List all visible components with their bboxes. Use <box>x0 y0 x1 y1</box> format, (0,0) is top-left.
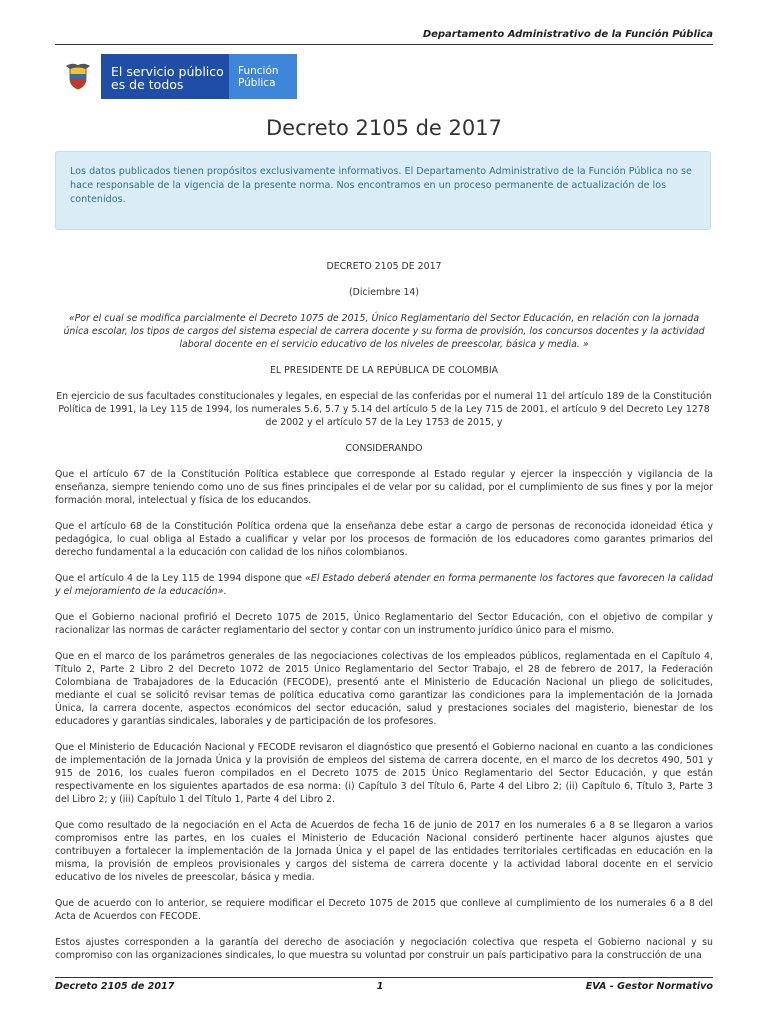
footer-system-name: EVA - Gestor Normativo <box>585 981 713 992</box>
paragraph: Que de acuerdo con lo anterior, se requiere modificar el Decreto 1075 de 2015 que conlleve al cumplimiento de los numerales 6 a 8 del Acta de Acuerdos con FECODE. <box>55 898 713 922</box>
paragraph: Que el Ministerio de Educación Nacional y FECODE revisaron el diagnóstico que presentó el Gobierno nacional en cuanto a las condiciones de implementación de la Jornada Única y la provisión de empleos del sistema de carrera docente, en el marco de los decretos 490, 501 y 915 de 2016, los cuales fueron compilados en el Decreto 1075 de 2015 Único Reglamentario del Sector Educación, y que están respectivamente en los siguientes apartados de esa norma: (i) Capítulo 3 del Título 6, Parte 4 del Libro 2; (ii) Capítulo 6, Título 3, Parte 3 del Libro 2; y (iii) Capítulo 1 del Título 1, Parte 4 del Libro 2. <box>55 742 713 805</box>
header-department: Departamento Administrativo de la Función Pública <box>422 29 713 40</box>
paragraph <box>55 572 713 598</box>
decree-date: (Diciembre 14) <box>348 287 420 298</box>
president-heading: EL PRESIDENTE DE LA REPÚBLICA DE COLOMBIA <box>270 365 498 376</box>
logo-slogan-line1: El servicio público <box>111 64 224 79</box>
decree-epigraph: «Por el cual se modifica parcialmente el Decreto 1075 de 2015, Único Reglamentario del Sector Educación, en relación con la jornada única escolar, los tipos de cargos del sistema especial de carrera docente y su forma de provisión, los concursos docentes y la actividad laboral docente en el servicio educativo de los niveles de preescolar, básica y media. » <box>63 313 705 350</box>
paragraph-end: . <box>223 586 227 597</box>
document-body <box>55 260 713 975</box>
paragraph: Que el artículo 67 de la Constitución Política establece que corresponde al Estado regular y ejercer la inspección y vigilancia de la enseñanza, siempre teniendo como uno de sus fines principales el de velar por su calidad, por el cumplimiento de sus fines y por la mejor formación moral, intelectual y física de los educandos. <box>55 469 713 506</box>
paragraph: Que el artículo 68 de la Constitución Política ordena que la enseñanza debe estar a cargo de personas de reconocida idoneidad ética y pedagógica, lo cual obliga al Estado a cualificar y velar por los procesos de formación de los educadores como garantes primarios del derecho fundamental a la educación con calidad de los niños colombianos. <box>55 521 713 558</box>
logo-brand-line1: Función <box>238 65 279 77</box>
paragraph: Que en el marco de los parámetros generales de las negociaciones colectivas de los empleados públicos, reglamentada en el Capítulo 4, Título 2, Parte 2 Libro 2 del Decreto 1072 de 2015 Único Reglamentario del Sector Trabajo, el 28 de febrero de 2017, la Federación Colombiana de Trabajadores de la Educación (FECODE), presentó ante el Ministerio de Educación Nacional un pliego de solicitudes, mediante el cual se solicitó revisar temas de política educativa como garantizar las condiciones para la implementación de la Jornada Única, la carrera docente, aspectos económicos del sector educación, salud y prestaciones sociales del magisterio, bienestar de los educadores y garantías sindicales, laborales y de participación de los profesores. <box>55 651 713 727</box>
considerando-heading: CONSIDERANDO <box>345 443 423 454</box>
government-logo <box>55 54 297 99</box>
page-header <box>55 28 713 45</box>
paragraph-quote: «El Estado deberá atender en forma permanente los factores que favorecen la calidad y el mejoramiento de la educación» <box>55 573 713 597</box>
decree-heading: DECRETO 2105 DE 2017 <box>326 261 442 272</box>
paragraph-lead: Que el artículo 4 de la Ley 115 de 1994 dispone que <box>55 573 306 584</box>
disclaimer-notice: Los datos publicados tienen propósitos exclusivamente informativos. El Departamento Administrativo de la Función Pública no se hace responsable de la vigencia de la presente norma. Nos encontramos en un proceso permanente de actualización de los contenidos. <box>55 151 711 230</box>
paragraph: Que como resultado de la negociación en el Acta de Acuerdos de fecha 16 de junio de 2017 en los numerales 6 a 8 se llegaron a varios compromisos entre las partes, en los cuales el Ministerio de Educación Nacional consideró pertinente hacer algunos ajustes que contribuyen a fortalecer la implementación de la Jornada Única y el papel de las entidades territoriales certificadas en educación en la misma, la provisión de empleos provisionales y cargos del sistema de carrera docente y la actividad laboral docente en el servicio educativo de los niveles de preescolar, básica y media. <box>55 820 713 883</box>
page-title: Decreto 2105 de 2017 <box>266 116 502 140</box>
logo-slogan <box>101 54 229 99</box>
page-footer <box>55 977 713 992</box>
logo-slogan-line2: es de todos <box>111 77 184 92</box>
faculties-paragraph: En ejercicio de sus facultades constitucionales y legales, en especial de las conferidas por el numeral 11 del artículo 189 de la Constitución Política de 1991, la Ley 115 de 1994, los numerales 5.6, 5.7 y 5.14 del artículo 5 de la Ley 715 de 2001, el artículo 9 del Decreto Ley 1278 de 2002 y el artículo 57 de la Ley 1753 de 2015, y <box>56 391 712 428</box>
paragraph: Que el Gobierno nacional profirió el Decreto 1075 de 2015, Único Reglamentario del Sector Educación, con el objetivo de compilar y racionalizar las normas de carácter reglamentario del sector y contar con un instrumento jurídico único para el mismo. <box>55 612 713 636</box>
footer-document-title: Decreto 2105 de 2017 <box>55 981 175 992</box>
logo-brand <box>229 54 297 99</box>
paragraph: Estos ajustes corresponden a la garantía del derecho de asociación y negociación colectiva que respeta el Gobierno nacional y su compromiso con las organizaciones sindicales, lo que muestra su voluntad por construir un país participativo para la construcción de una <box>55 937 713 961</box>
coat-of-arms-icon <box>55 54 101 99</box>
logo-brand-line2: Pública <box>238 77 276 89</box>
footer-page-number: 1 <box>376 981 384 992</box>
